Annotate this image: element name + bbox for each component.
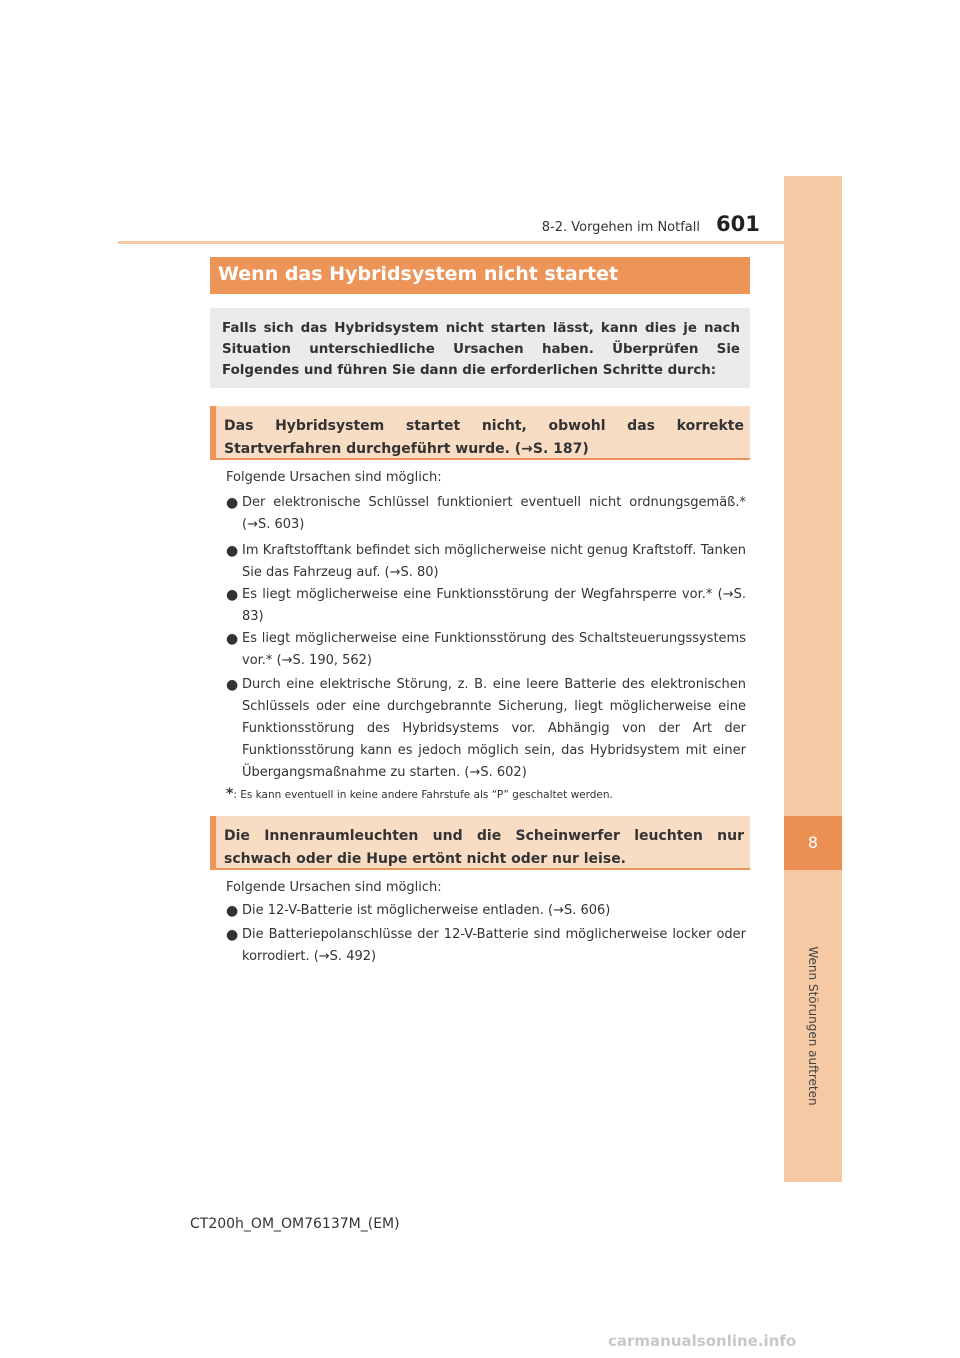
footnote-text: : Es kann eventuell in keine andere Fahrstufe als “P” geschaltet werden. bbox=[233, 789, 613, 801]
section-label: 8-2. Vorgehen im Notfall bbox=[541, 220, 700, 235]
list-item: ● Durch eine elektrische Störung, z. B. eine leere Batterie des elektronischen Schlüssels oder eine durchgebrannte Sicherung, liegt möglicherweise eine Funktionsstörung des Hybridsystems vor. Abhängig von der Art der Funktionsstörung kann es jedoch möglich sein, das Hybridsystem mit einer Übergangsmaßnahme zu starten. (→S. 602) bbox=[226, 677, 746, 780]
header-rule bbox=[118, 241, 784, 244]
intro-text: Falls sich das Hybridsystem nicht starten lässt, kann dies je nach Situation unterschiedliche Ursachen haben. Überprüfen Sie Folgendes und führen Sie dann die erforderlichen Schritte durch: bbox=[222, 321, 740, 378]
page-title-bar bbox=[210, 257, 750, 294]
footnote bbox=[226, 786, 613, 802]
watermark: carmanualsonline.info bbox=[608, 1332, 797, 1350]
list-item: ● Die 12-V-Batterie ist möglicherweise entladen. (→S. 606) bbox=[226, 903, 611, 919]
intro-box bbox=[210, 308, 750, 388]
section2-heading: Die Innenraumleuchten und die Scheinwerfer leuchten nur schwach oder die Hupe ertönt nicht oder nur leise. bbox=[224, 828, 744, 867]
chapter-number-tab: 8 bbox=[784, 816, 842, 870]
page-title: Wenn das Hybridsystem nicht startet bbox=[218, 263, 619, 285]
section1-heading: Das Hybridsystem startet nicht, obwohl das korrekte Startverfahren durchgeführt wurde. (→S. 187) bbox=[224, 418, 744, 457]
footnote-mark: * bbox=[226, 786, 234, 802]
list-item: ● Der elektronische Schlüssel funktioniert eventuell nicht ordnungsgemäß.* (→S. 603) bbox=[226, 495, 746, 532]
chapter-title-tab bbox=[784, 870, 842, 1182]
page-number: 601 bbox=[716, 212, 760, 236]
section2-lead: Folgende Ursachen sind möglich: bbox=[226, 880, 442, 895]
section1-heading-box bbox=[210, 406, 750, 460]
list-item: ● Die Batteriepolanschlüsse der 12-V-Batterie sind möglicherweise locker oder korrodiert. (→S. 492) bbox=[226, 927, 746, 964]
section1-lead: Folgende Ursachen sind möglich: bbox=[226, 470, 442, 485]
list-item: ● Es liegt möglicherweise eine Funktionsstörung der Wegfahrsperre vor.* (→S. 83) bbox=[226, 587, 746, 624]
list-item: ● Es liegt möglicherweise eine Funktionsstörung des Schaltsteuerungssystems vor.* (→S. 190, 562) bbox=[226, 631, 746, 668]
list-item: ● Im Kraftstofftank befindet sich möglicherweise nicht genug Kraftstoff. Tanken Sie das Fahrzeug auf. (→S. 80) bbox=[226, 543, 746, 580]
section2-heading-box bbox=[210, 816, 750, 870]
chapter-title-label: Wenn Störungen auftreten bbox=[806, 946, 820, 1106]
document-code: CT200h_OM_OM76137M_(EM) bbox=[190, 1216, 400, 1232]
